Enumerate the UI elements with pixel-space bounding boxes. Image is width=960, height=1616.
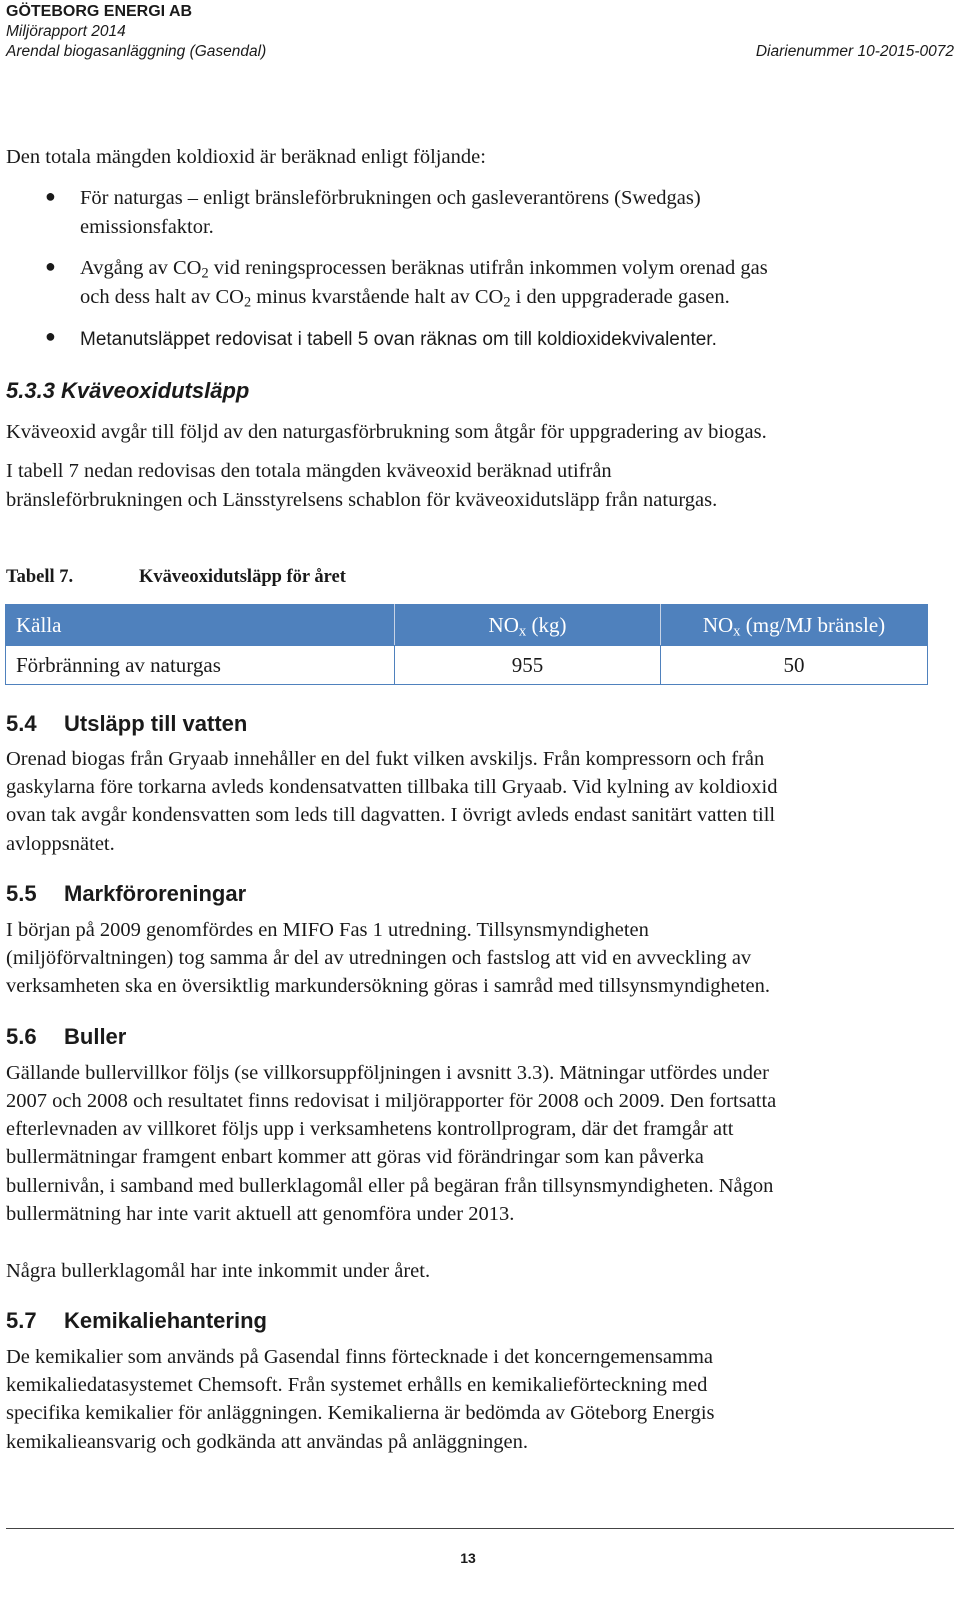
s57-line-1: De kemikalier som används på Gasendal finns förtecknade i det koncerngemensamma	[6, 1346, 713, 1368]
s55-line-3: verksamheten ska en översiktlig markundersökning göras i samråd med tillsynsmyndigheten.	[6, 975, 771, 997]
report-title: Miljörapport 2014	[6, 23, 126, 40]
s55-line-2: (miljöförvaltningen) tog samma år del av utredningen och fastslog att vid en avveckling av	[6, 947, 752, 969]
bullet-2-line-1: Avgång av $CO_2$ vid reningsprocessen beräknas utifrån inkommen volym orenad gas	[80, 257, 768, 282]
header-row	[6, 42, 954, 62]
s57-line-2: kemikaliedatasystemet Chemsoft. Från systemet erhålls en kemikalieförteckning med	[6, 1374, 708, 1396]
heading-5-6: 5.6 Buller	[6, 1024, 127, 1049]
intro-text: Den totala mängden koldioxid är beräknad enligt följande:	[6, 146, 486, 168]
s57-line-4: kemikalieansvarig och godkända att användas på anläggningen.	[6, 1431, 528, 1453]
footer-divider	[6, 1528, 954, 1529]
bullet-icon: ●	[45, 186, 56, 206]
col-header-mgmj: $NO_x$ (mg/MJ bränsle)	[661, 605, 928, 646]
facility-name: Arendal biogasanläggning (Gasendal)	[6, 43, 267, 60]
s56-line-2: 2007 och 2008 och resultatet finns redovisat i miljörapporter för 2008 och 2009. Den fortsatta	[6, 1090, 777, 1112]
s55-line-1: I början på 2009 genomfördes en MIFO Fas 1 utredning. Tillsynsmyndigheten	[6, 919, 649, 941]
table-caption	[6, 567, 346, 588]
bullet-icon: ●	[45, 256, 56, 276]
table-header-row	[6, 605, 928, 646]
bullet-1-line-1: För naturgas – enligt bränsleförbrukningen och gasleverantörens (Swedgas)	[80, 187, 701, 209]
s56-line-4: bullermätningar framgent enbart kommer att göras vid förändringar som kan påverka	[6, 1146, 704, 1168]
cell-mgmj: 50	[661, 646, 928, 685]
col-header-kg: $NO_x$ (kg)	[395, 605, 661, 646]
page-number: 13	[460, 1550, 476, 1566]
col-header-source: Källa	[6, 605, 395, 646]
page-header	[6, 2, 954, 62]
table-row	[6, 646, 928, 685]
table-caption-label: Tabell 7.	[6, 567, 74, 587]
table-caption-title: Kväveoxidutsläpp för året	[139, 567, 346, 587]
s54-line-4: avloppsnätet.	[6, 833, 115, 855]
bullet-3: Metanutsläppet redovisat i tabell 5 ovan räknas om till koldioxidekvivalenter.	[80, 329, 717, 350]
s57-line-3: specifika kemikalier för anläggningen. Kemikalierna är bedömda av Göteborg Energis	[6, 1402, 715, 1424]
s56-line-5: bullernivån, i samband med bullerklagomål eller på begäran från tillsynsmyndigheten. Någon	[6, 1175, 774, 1197]
heading-5-7: 5.7 Kemikaliehantering	[6, 1308, 267, 1333]
s56-line-6: bullermätning har inte varit aktuell att genomföra under 2013.	[6, 1203, 515, 1225]
heading-5-4: 5.4 Utsläpp till vatten	[6, 711, 248, 736]
s56-line-3: efterlevnaden av villkoret följs upp i verksamhetens kontrollprogram, där det framgår att	[6, 1118, 734, 1140]
cell-kg: 955	[395, 646, 661, 685]
s54-line-3: ovan tak avgår kondensvatten som leds till dagvatten. I övrigt avleds endast sanitärt vatten till	[6, 804, 776, 826]
s56-line-1: Gällande bullervillkor följs (se villkorsuppföljningen i avsnitt 3.3). Mätningar utfördes under	[6, 1062, 769, 1084]
heading-5-5: 5.5 Markföroreningar	[6, 881, 247, 906]
s533-para-2-line-1: I tabell 7 nedan redovisas den totala mängden kväveoxid beräknad utifrån	[6, 460, 612, 482]
bullet-1-line-2: emissionsfaktor.	[80, 216, 214, 238]
company-name: GÖTEBORG ENERGI AB	[6, 3, 193, 20]
s54-line-2: gaskylarna före torkarna avleds kondensatvatten tillbaka till Gryaab. Vid kylning av koldioxid	[6, 776, 778, 798]
cell-source: Förbränning av naturgas	[6, 646, 395, 685]
bullet-icon: ●	[45, 326, 56, 346]
s533-para-1: Kväveoxid avgår till följd av den naturgasförbrukning som åtgår för uppgradering av biogas.	[6, 421, 767, 443]
nox-table	[5, 604, 928, 685]
heading-5-3-3: 5.3.3 Kväveoxidutsläpp	[6, 378, 250, 403]
bullet-2-line-2: och dess halt av $CO_2$ minus kvarstående halt av $CO_2$ i den uppgraderade gasen.	[80, 286, 730, 311]
s54-line-1: Orenad biogas från Gryaab innehåller en del fukt vilken avskiljs. Från kompressorn och från	[6, 748, 765, 770]
s533-para-2-line-2: bränsleförbrukningen och Länsstyrelsens schablon för kväveoxidutsläpp från naturgas.	[6, 489, 718, 511]
diarienummer: Diarienummer 10-2015-0072	[755, 43, 954, 60]
s56-para-2: Några bullerklagomål har inte inkommit under året.	[6, 1260, 431, 1282]
